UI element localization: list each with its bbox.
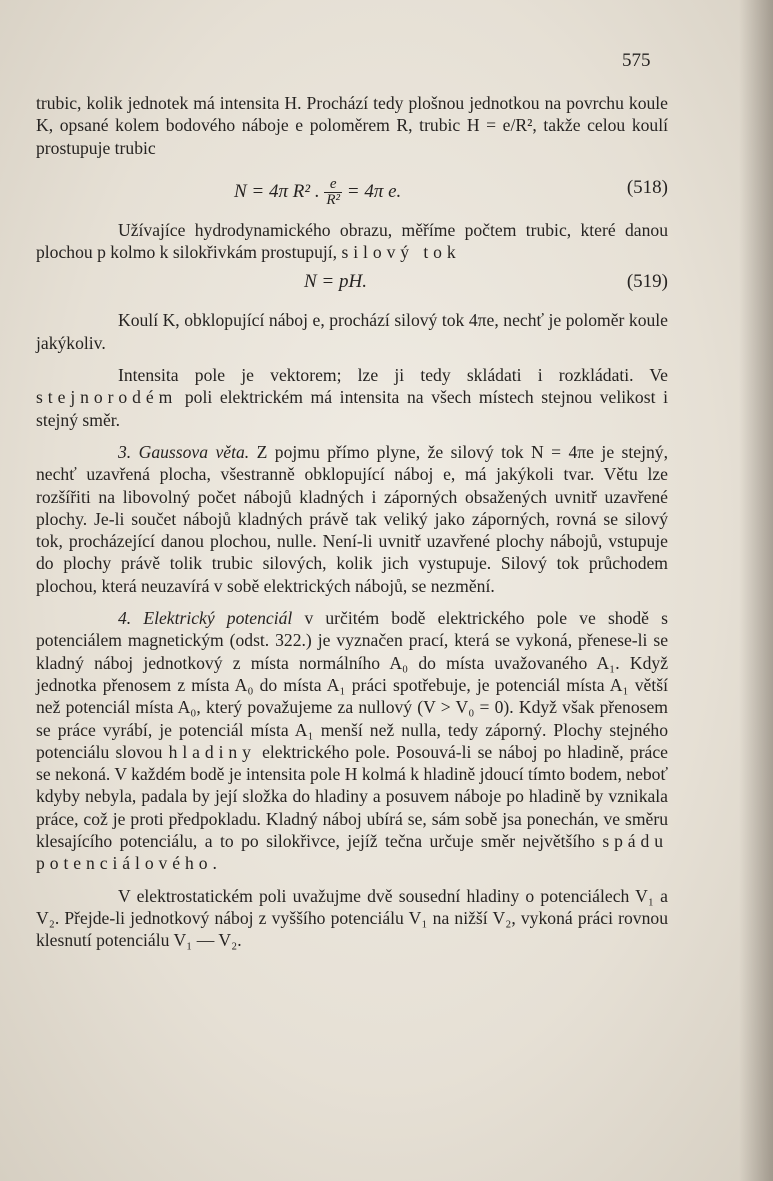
section-gauss-theorem	[36, 441, 668, 597]
term-hladiny: hladiny	[168, 741, 256, 762]
flux-definition-text: Užívajíce hydrodynamického obrazu, měříme počtem trubic, které danou plochou p kolmo k silokřivkám prostupují,	[36, 219, 668, 263]
page-edge-shadow	[739, 0, 773, 1181]
section-4-heading: 4. Elektrický potenciál	[118, 608, 293, 629]
fraction-numerator: e	[324, 177, 342, 193]
equation-519-number: (519)	[626, 271, 668, 293]
vector-text-b: poli elektrickém má intensita na všech místech stejnou velikost i stejný směr.	[36, 387, 668, 430]
equation-518-number: (518)	[626, 176, 668, 198]
vector-text-a: Intensita pole je vektorem; lze ji tedy skládati i rozkládati. Ve	[118, 365, 668, 386]
equation-518	[36, 165, 668, 211]
section-3-text: Z pojmu přímo plyne, že silový tok N = 4πe je stejný, nechť uzavřená plocha, všestranně obklopující náboj e, má jakýkoli tvar. Větu lze rozšířiti na libovolný počet nábojů kladných i záporných obsažených uvnitř uzavřené plochy. Je-li součet nábojů kladných právě tak veliký jako záporných, rovná se silový tok, procházející danou plochou, nulle. Není-li uvnitř uzavřené plochy nábojů, vstupuje do plochy právě tolik trubic silových, kolik jich vystupuje. Silový tok průchodem plochou, která neuzavírá v sobě elektrických nábojů, se nezmění.	[36, 441, 668, 596]
paragraph-flux-definition	[36, 219, 668, 264]
equation-519	[36, 267, 668, 301]
paragraph-intro: trubic, kolik jednotek má intensita H. Prochází tedy plošnou jednotkou na povrchu koule K, opsané kolem bodového náboje e poloměrem R, trubic H = e/R², takže celou koulí prostupuje trubic	[36, 93, 668, 158]
equation-518-lhs: N = 4π R² .	[234, 180, 320, 202]
paragraph-two-levels: V elektrostatickém poli uvažujme dvě sousední hladiny o potenciálech V₁ a V₂. Přejde-li jednotkový náboj z vyššího potenciálu V₁ na nižší V₂, vykoná práci rovnou klesnutí potenciálu V₁ — V₂.	[36, 885, 668, 951]
section-4-text-a: v určitém bodě elektrického pole ve shodě s potenciálem magnetickým (odst. 322.) je vyznačen prací, která se vykoná, přenese-li se kladný náboj jednotkový z místa normálního A₀ do místa uvažovaného A₁. Když jednotka přenosem z místa A₀ do místa A₁ práci spotřebuje, je potenciál místa A₁ větší než potenciál místa A₀, který považujeme za nullový (V > V₀ = 0). Když však přenosem se práce vyrábí, je potenciál místa A₁ menší než nulla, tedy záporný. Plochy stejného potenciálu slovou	[36, 608, 668, 762]
equation-518-expression	[234, 177, 401, 208]
page-body	[36, 92, 668, 952]
page-number: 575	[622, 50, 651, 71]
equation-518-rhs: = 4π e.	[346, 180, 402, 202]
fraction-denominator: R²	[326, 191, 340, 208]
section-4-text-b: elektrického pole. Posouvá-li se náboj po hladině, práce se nekoná. V každém bodě je intensita pole H kolmá k hladině jdoucí tímto bodem, neboť kdyby nebyla, padala by její složka do hladiny a posuvem náboje po hladině by vznikala práce, což je proti předpokladu. Kladný náboj ubírá se, sám sobě jsa ponechán, ve směru klesajícího potenciálu, a to po silokřivce, jejíž tečna určuje směr největšího	[36, 741, 668, 852]
term-spadu-potencialoveho: spádu potenciálového.	[36, 831, 668, 874]
paragraph-vector	[36, 364, 668, 431]
section-electric-potential	[36, 607, 668, 875]
section-3-heading: 3. Gaussova věta.	[118, 441, 250, 462]
term-stejnorodem: stejnorodém	[36, 387, 178, 408]
paragraph-sphere-flux: Koulí K, obklopující náboj e, prochází silový tok 4πe, nechť je poloměr koule jakýkoliv.	[36, 310, 668, 353]
term-silovy-tok: silový tok	[341, 242, 461, 263]
equation-519-expression: N = pH.	[304, 271, 367, 293]
equation-518-fraction	[324, 177, 342, 208]
